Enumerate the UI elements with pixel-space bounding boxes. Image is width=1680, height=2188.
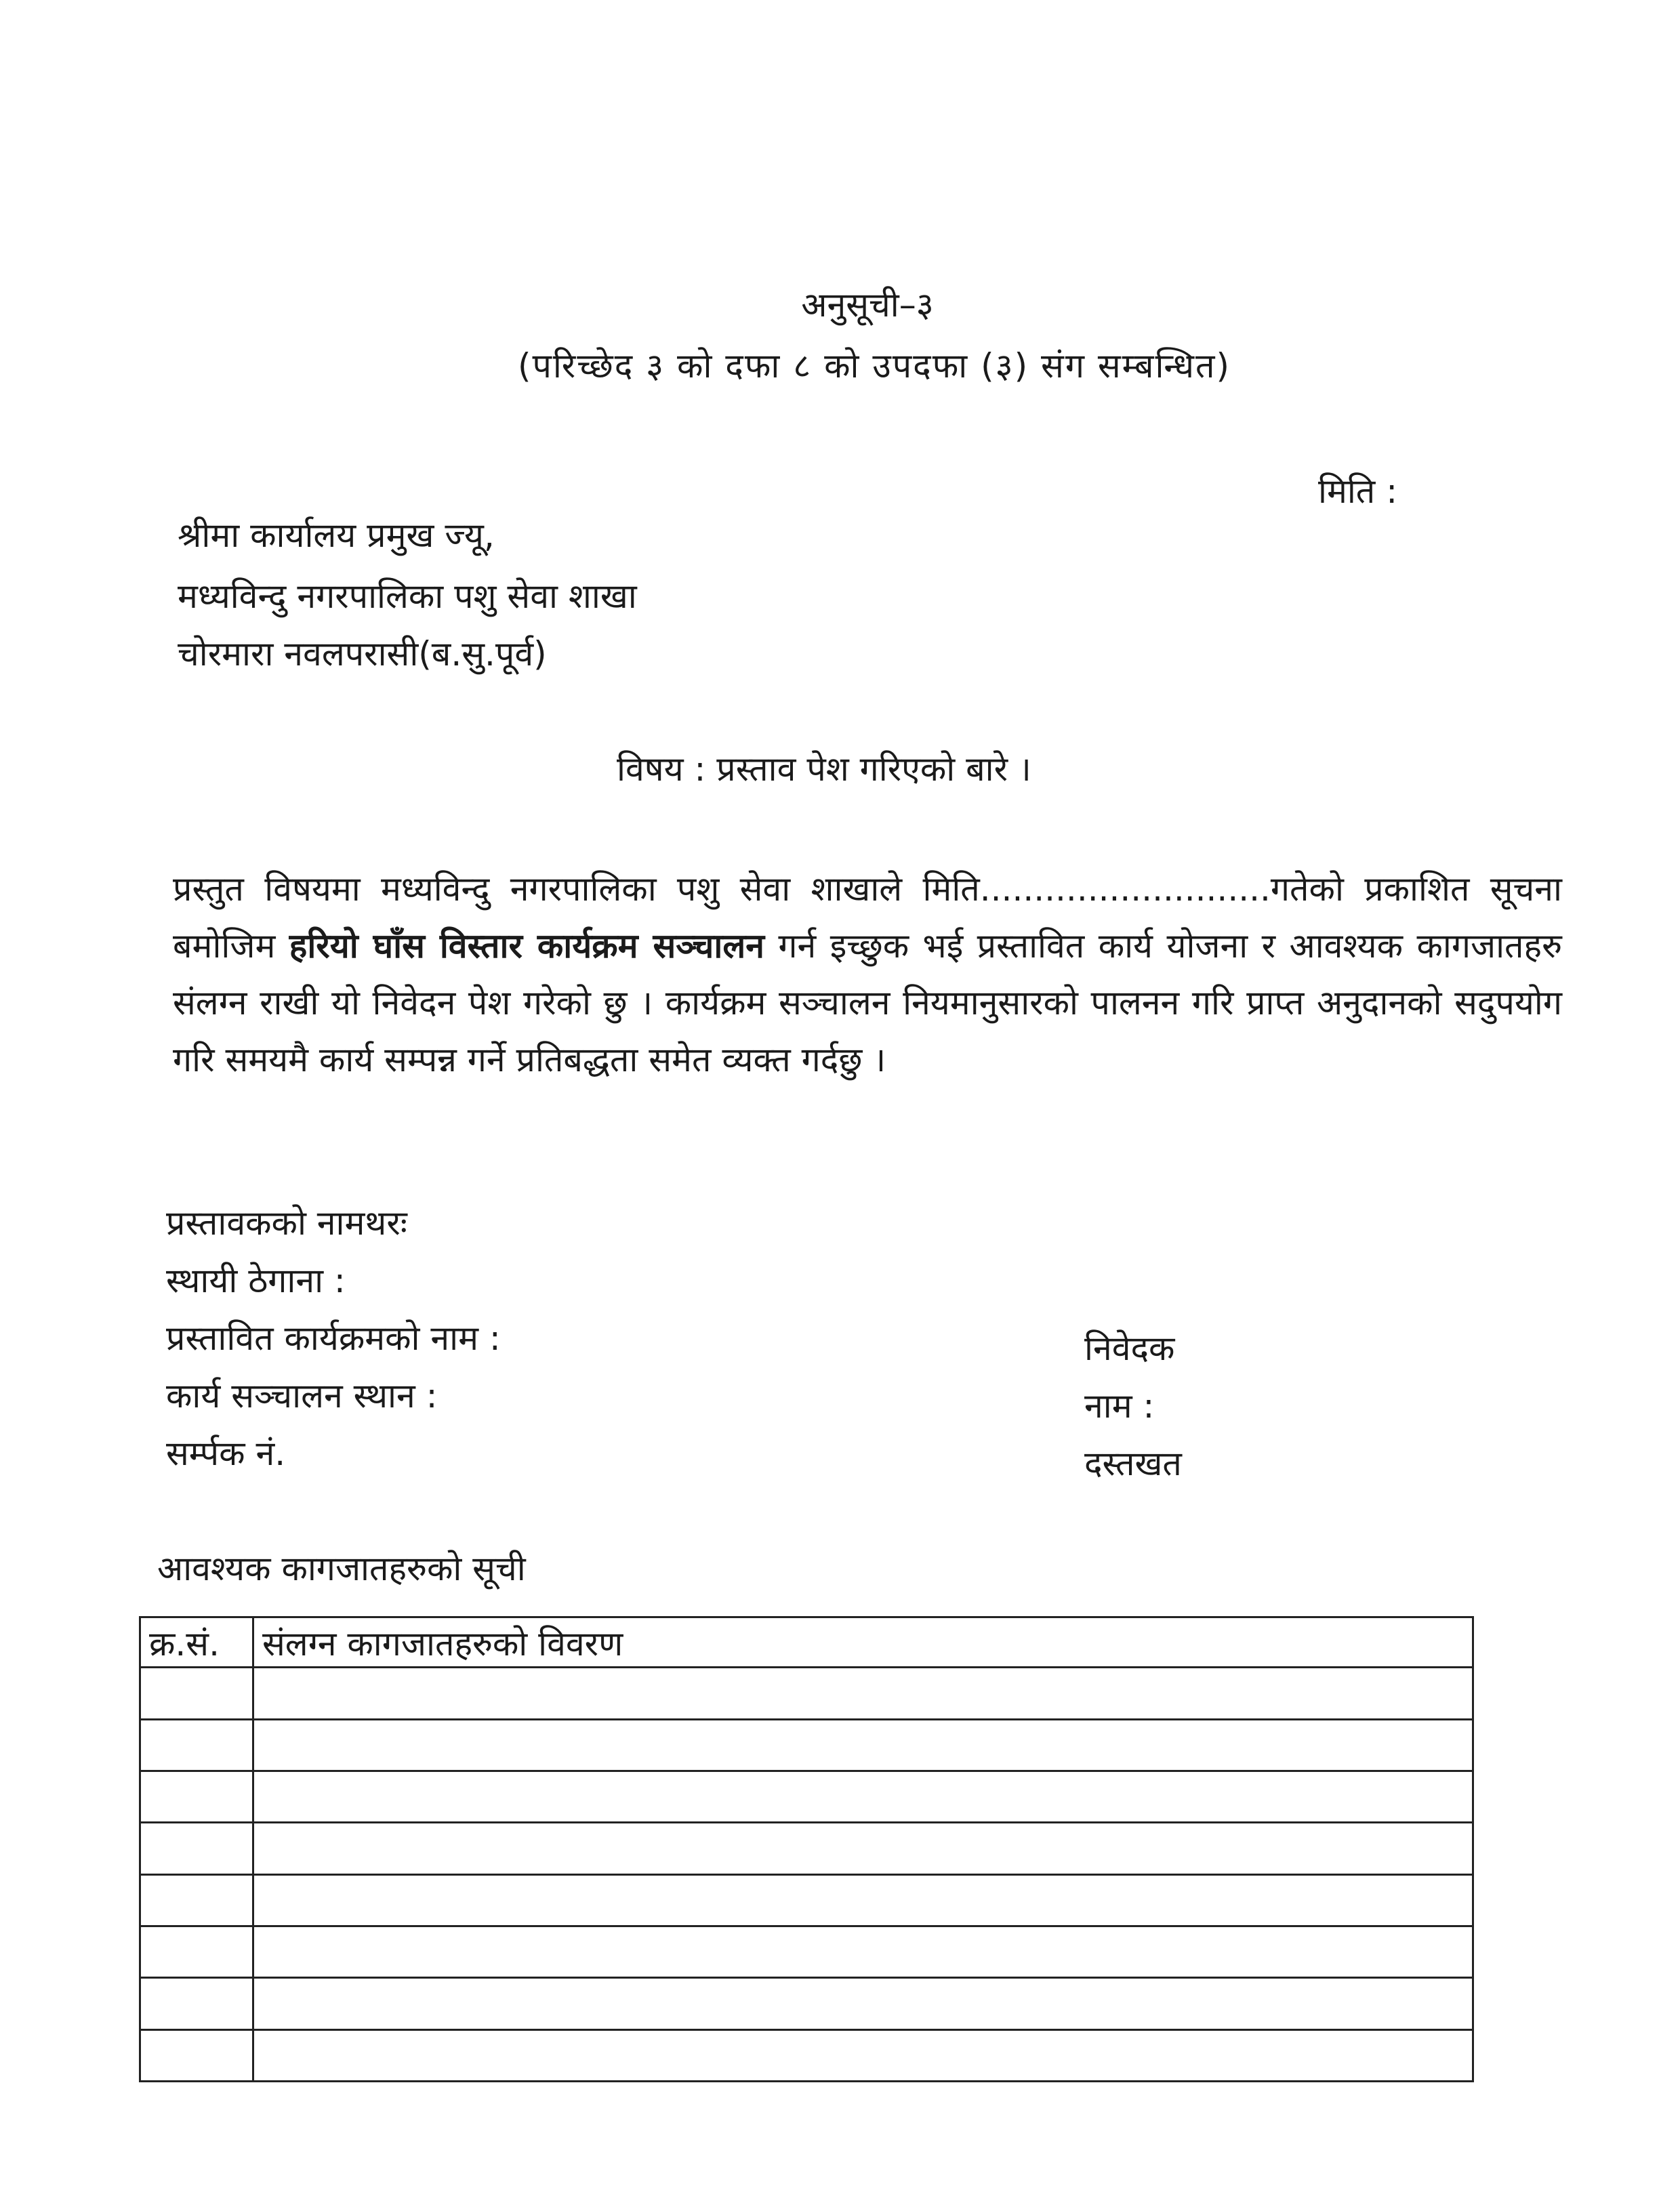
field-proposer-name: प्रस्तावकको नामथरः (166, 1203, 407, 1243)
table-cell-sn (140, 1823, 253, 1874)
recipient-line-3: चोरमारा नवलपरासी(ब.सु.पूर्व) (178, 634, 547, 674)
table-cell-description (253, 1771, 1473, 1822)
table-row (140, 1926, 1473, 1977)
field-operation-location: कार्य सञ्चालन स्थान : (166, 1376, 438, 1416)
table-cell-description (253, 1719, 1473, 1771)
table-cell-description (253, 1668, 1473, 1719)
table-row (140, 2029, 1473, 2081)
table-cell-sn (140, 1874, 253, 1926)
field-program-name: प्रस्तावित कार्यक्रमको नाम : (166, 1319, 501, 1358)
signature-applicant-label: निवेदक (1084, 1329, 1175, 1368)
table-row (140, 1668, 1473, 1719)
table-row (140, 1874, 1473, 1926)
table-cell-description (253, 1926, 1473, 1977)
table-cell-description (253, 2029, 1473, 2081)
table-cell-description (253, 1874, 1473, 1926)
column-header-sn: क्र.सं. (140, 1617, 253, 1668)
table-cell-description (253, 1823, 1473, 1874)
table-cell-sn (140, 1771, 253, 1822)
field-permanent-address: स्थायी ठेगाना : (166, 1261, 346, 1300)
table-cell-sn (140, 1719, 253, 1771)
table-row (140, 1978, 1473, 2029)
recipient-line-2: मध्यविन्दु नगरपालिका पशु सेवा शाखा (178, 577, 637, 616)
body-text-part-1: प्रस्तुत विषयमा मध्यविन्दु नगरपालिका पशु सेवा शाखाले मिति...........................गतेको प्रकाशित सूचना बमोजिम (173, 869, 1562, 966)
annex-reference: (परिच्छेद ३ को दफा ८ को उपदफा (३) संग सम्बन्धित) (517, 346, 1231, 386)
table-cell-description (253, 1978, 1473, 2029)
table-cell-sn (140, 1978, 253, 2029)
documents-list-title: आवश्यक कागजातहरुको सूची (157, 1549, 526, 1588)
annex-title: अनुसूची–३ (801, 285, 934, 325)
table-row (140, 1823, 1473, 1874)
table-row (140, 1771, 1473, 1822)
subject-line: विषय : प्रस्ताव पेश गरिएको बारे । (617, 749, 1031, 789)
body-paragraph (173, 861, 1562, 1088)
documents-table (139, 1616, 1474, 2082)
signature-sign-label: दस्तखत (1084, 1444, 1182, 1483)
body-text-part-2: गर्न इच्छुक भई प्रस्तावित कार्य योजना र आवश्यक कागजातहरु संलग्न राखी यो निवेदन पेश गरेको छु । कार्यक्रम सञ्चालन नियमानुसारको पालनन गरि प्राप्त अनुदानको सदुपयोग गरि समयमै कार्य सम्पन्न गर्ने प्रतिबद्धता समेत व्यक्त गर्दछु । (173, 926, 1562, 1079)
body-program-name: हरियो घाँस विस्तार कार्यक्रम सञ्चालन (289, 926, 764, 966)
table-cell-sn (140, 1926, 253, 1977)
table-cell-sn (140, 1668, 253, 1719)
signature-name-label: नाम : (1084, 1386, 1155, 1426)
table-cell-sn (140, 2029, 253, 2081)
date-label: मिति : (1318, 472, 1398, 511)
field-contact-number: सर्म्पक नं. (166, 1434, 286, 1473)
table-row (140, 1719, 1473, 1771)
column-header-description: संलग्न कागजातहरुको विवरण (253, 1617, 1473, 1668)
table-header-row (140, 1617, 1473, 1668)
recipient-line-1: श्रीमा कार्यालय प्रमुख ज्यू, (178, 516, 495, 555)
